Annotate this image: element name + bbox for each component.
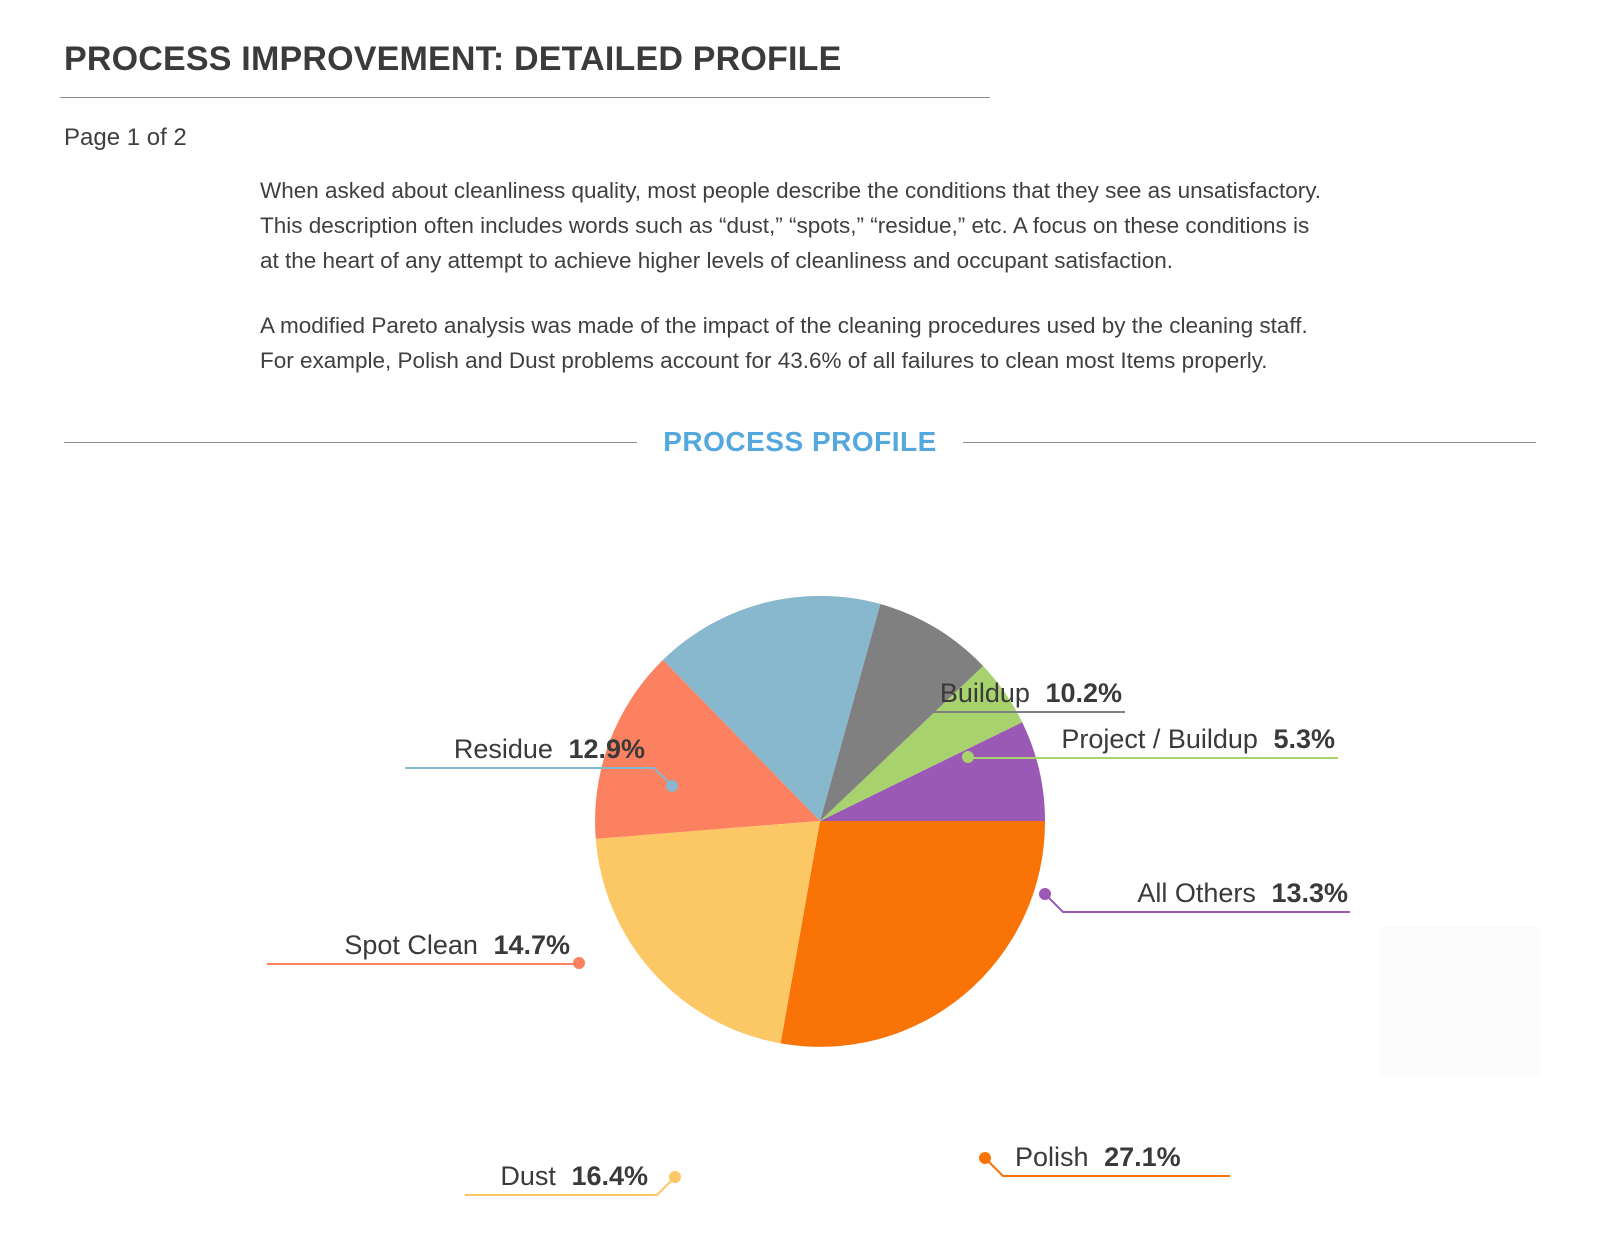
pie-slice-dust[interactable] xyxy=(596,821,820,1043)
callout-spot-clean-name: Spot Clean xyxy=(344,930,478,961)
pie-slice-polish[interactable] xyxy=(781,821,1045,1047)
pie-chart xyxy=(60,466,1540,1192)
callout-residue xyxy=(454,734,645,764)
leader-dot-all-others xyxy=(1039,888,1051,900)
pie-slices xyxy=(595,596,1045,1047)
callout-buildup-name: Buildup xyxy=(939,678,1030,709)
callout-polish-value: 27.1% xyxy=(1104,1142,1181,1173)
callout-spot-clean-value: 14.7% xyxy=(493,930,570,961)
callout-spot-clean xyxy=(344,930,570,960)
callout-polish-name: Polish xyxy=(1015,1142,1089,1173)
callout-residue-name: Residue xyxy=(453,734,553,765)
leader-spot-clean xyxy=(267,963,579,964)
callout-residue-value: 12.9% xyxy=(568,734,645,765)
callout-project-buildup xyxy=(1061,724,1335,754)
chart-heading xyxy=(64,426,1536,458)
callout-dust-name: Dust xyxy=(500,1161,556,1192)
chart-title: PROCESS PROFILE xyxy=(663,426,937,458)
title-divider xyxy=(60,97,990,98)
paragraph-1: When asked about cleanliness quality, most people describe the conditions that they see as unsatisfactory. This description often includes words such as “dust,” “spots,” “residue,” etc. A focus on these conditions is at the heart of any attempt to achieve higher levels of cleanliness and occupant satisfaction. xyxy=(260,178,1322,273)
leader-dot-polish xyxy=(979,1152,991,1164)
callout-polish xyxy=(1015,1142,1181,1172)
callout-buildup-value: 10.2% xyxy=(1045,678,1122,709)
leader-dot-project-buildup xyxy=(962,751,974,763)
leader-dot-residue xyxy=(666,780,678,792)
leader-dot-spot-clean xyxy=(573,957,585,969)
pie-chart-svg xyxy=(60,466,1540,1192)
page-title: PROCESS IMPROVEMENT: DETAILED PROFILE xyxy=(64,40,842,78)
body-text xyxy=(260,174,1325,378)
leader-dot-dust xyxy=(669,1171,681,1183)
page-number-label: Page 1 of 2 xyxy=(64,124,187,151)
callout-project-buildup-value: 5.3% xyxy=(1273,724,1335,755)
callout-dust-value: 16.4% xyxy=(571,1161,648,1192)
paragraph-2: A modified Pareto analysis was made of the impact of the cleaning procedures used by the cleaning staff. For example, Polish and Dust problems account for 43.6% of all failures to clean most Items properly. xyxy=(260,312,1308,373)
corner-watermark xyxy=(1380,926,1540,1076)
leader-dot-buildup xyxy=(849,725,861,737)
callout-dust xyxy=(500,1161,648,1191)
chart-heading-rule-left xyxy=(64,442,637,443)
callout-project-buildup-name: Project / Buildup xyxy=(1061,724,1258,755)
callout-all-others xyxy=(1137,878,1348,908)
callout-all-others-value: 13.3% xyxy=(1271,878,1348,909)
callout-buildup xyxy=(940,678,1122,708)
leader-project-buildup xyxy=(968,757,1338,758)
chart-heading-rule-right xyxy=(963,442,1536,443)
callout-all-others-name: All Others xyxy=(1137,878,1256,909)
